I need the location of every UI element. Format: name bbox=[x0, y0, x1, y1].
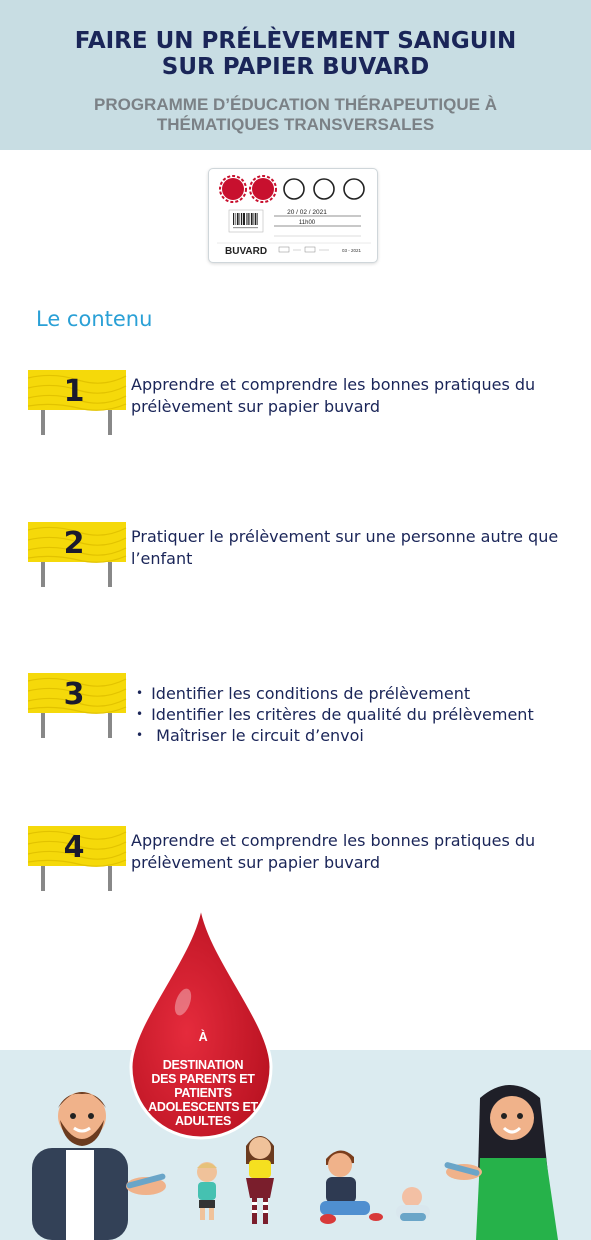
step-text: Apprendre et comprendre les bonnes pratiques du prélèvement sur papier buvard bbox=[131, 375, 536, 416]
step-number: 4 bbox=[63, 830, 85, 865]
step-number: 3 bbox=[63, 677, 85, 712]
barcode-icon bbox=[229, 210, 263, 232]
step-1 bbox=[28, 370, 558, 440]
blotting-paper-card bbox=[208, 168, 378, 263]
step-4 bbox=[28, 826, 558, 896]
father-illustration bbox=[28, 1078, 168, 1240]
header-banner bbox=[0, 0, 591, 150]
step-2 bbox=[28, 522, 558, 592]
blood-spot-icon bbox=[220, 176, 246, 202]
blotting-paper-illustration bbox=[209, 169, 379, 264]
blood-spot-icon bbox=[250, 176, 276, 202]
step-text: Apprendre et comprendre les bonnes pratiques du prélèvement sur papier buvard bbox=[131, 831, 536, 872]
page-title: FAIRE UN PRÉLÈVEMENT SANGUIN SUR PAPIER BUVARD bbox=[74, 28, 517, 80]
empty-spot-icon bbox=[344, 179, 364, 199]
step-3 bbox=[28, 673, 558, 743]
list-item: • Identifier les conditions de prélèvement bbox=[136, 683, 566, 704]
step-number: 1 bbox=[63, 374, 85, 409]
empty-spot-icon bbox=[284, 179, 304, 199]
step-text: Pratiquer le prélèvement sur une personne autre que l’enfant bbox=[131, 527, 559, 568]
card-code: 03 - 2021 bbox=[341, 248, 361, 253]
card-label: BUVARD bbox=[225, 246, 268, 257]
step-list bbox=[136, 683, 566, 746]
list-item: • Maîtriser le circuit d’envoi bbox=[136, 725, 566, 746]
empty-spot-icon bbox=[314, 179, 334, 199]
toddler-illustration bbox=[188, 1160, 226, 1222]
page-subtitle: PROGRAMME D’ÉDUCATION THÉRAPEUTIQUE À THÉMATIQUES TRANSVERSALES bbox=[94, 95, 497, 134]
step-number: 2 bbox=[63, 526, 85, 561]
girl-illustration bbox=[240, 1130, 280, 1230]
road-sign-icon bbox=[28, 522, 128, 587]
road-sign-icon bbox=[28, 673, 128, 738]
card-date: 20 / 02 / 2021 bbox=[287, 209, 327, 216]
road-sign-icon bbox=[28, 370, 128, 435]
road-sign-icon bbox=[28, 826, 128, 891]
list-item: • Identifier les critères de qualité du prélèvement bbox=[136, 704, 566, 725]
audience-line-1: À bbox=[198, 1030, 208, 1044]
card-time: 11h00 bbox=[298, 220, 316, 226]
boy-illustration bbox=[318, 1145, 384, 1227]
section-title: Le contenu bbox=[36, 307, 153, 331]
mother-illustration bbox=[430, 1078, 570, 1240]
audience-line-2: DESTINATION DES PARENTS ET PATIENTS ADOLESCENTS ET ADULTES bbox=[148, 1058, 258, 1128]
